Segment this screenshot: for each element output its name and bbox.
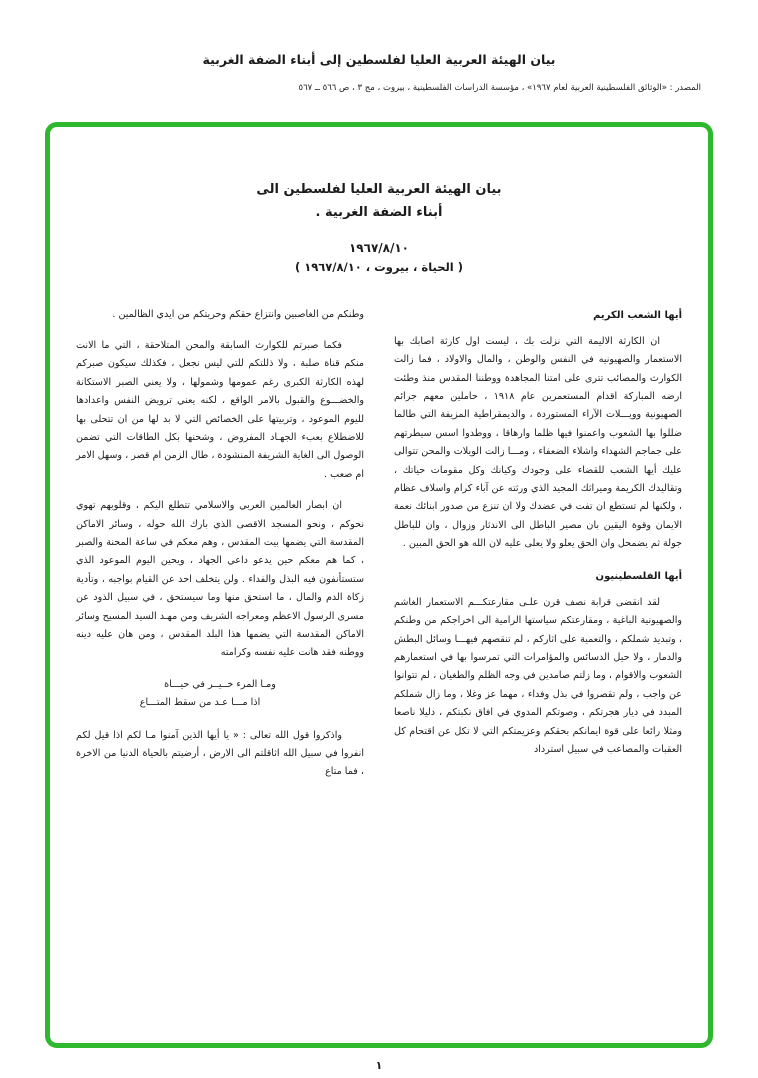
document-frame <box>45 122 713 1048</box>
document-title <box>50 179 708 225</box>
document-title-line1: بيان الهيئة العربية العليا لفلسطين الى <box>256 182 502 197</box>
paragraph: ان الكارثة الاليمة التي نزلت بك ، ليست اول كارثة اصابك بها الاستعمار والصهيونيه في النفس والوطن ، والمال والاولاد ، فما زالت الكوارث والمصائب تترى على امتنا المجاهدة ووطننا المقدس منذ وطئت ارضه المباركة اقدام المستعمرين عام ١٩١٨ ، حاملين معهم جرائم الصهيونية وويـــلات الآراء المستوردة ، والديمقراطية المزيفة التي طالما ضللوا بها الشعوب واعمنوا فيها ظلما وارهاقا ، ووطدوا اسس سيطرتهم على جماجم الشهداء واشلاء الضعفاء ، ومـــا زالت الويلات والمحن تتوالى عليك أيها الشعب للقضاء على وجودك وكيانك وكل مقومات حياتك ، وتقاليدك الكريمة وميراثك المجيد الذي ورثته عن آباء كرام واسلاف عظام ، ولكنها لم تستطع ان تفت في عضدك ولا ان تنزع من صدور ابنائك نعمة الايمان وقوة اليقين بان مصير الباطل الى الاندثار وزوال ، وان للباطل جولة ثم يضمحل وان الحق يعلو ولا يعلى عليه لان الله هو الحق المبين . <box>394 335 682 550</box>
paragraph: وطنكم من الغاصبين وانتزاع حقكم وحريتكم من ايدي الظالمين . <box>112 308 364 320</box>
page-header-title: بيان الهيئة العربية العليا لفلسطين إلى أبناء الضفة الغربية <box>202 52 556 67</box>
document-title-line2: أبناء الضفة الغربية . <box>315 204 443 220</box>
column-left <box>76 306 364 795</box>
verse <box>76 676 364 713</box>
paragraph: لقد انقضى قرابة نصف قرن علـى مقارعتكـــم الاستعمار الغاشم والصهيونية الباغية ، ومقارعتكم سياستها الرامية الى اخراجكم من وطنكم ، وتبديد شملكم ، والتعمية على اثاركم ، لم تنقصهم فيهـــا وسائل البطش والدمار ، ولا حيل الدسائس والمؤامرات التي تمرسوا بها في استعمارهم الشعوب والاقوام ، وما زلتم صامدين في وجه الظلم والطغيان ، لم تتوانوا عن واجب ، ولم تقصروا في بذل وفداء ، مهما عز وغلا ، وما زال شملكم المبدد في ديار هجرتكم ، وصوتكم المدوي في افاق نكبتكم ، دليلا ناصعا ومثلا رائعا على قوة ايمانكم بحقكم وعزيمتكم التي لا تكل عن اقتحام كل العقبات والمصاعب في سبيل استرداد <box>394 596 682 755</box>
source-line: المصدر : «الوثائق الفلسطينية العربية لعام ١٩٦٧» ، مؤسسة الدراسات الفلسطينية ، بيروت ، مج ٣ ، ص ٥٦٦ ــ ٥٦٧ <box>298 83 701 93</box>
document-date: ١٩٦٧/٨/١٠ <box>348 240 410 255</box>
paragraph: ان ابصار العالمين العربي والاسلامي تتطلع اليكم ، وقلوبهم تهوي نحوكم ، ونحو المسجد الاقصى الذي بارك الله حوله ، وسائر الاماكن المقدسة التي يضمها بيت المقدس ، وهم معكم في ساعة المحنة والصبر ، كما هم معكم حين يدعو داعي الجهاد ، ويحين اليوم الموعود الذي ستستأنفون فيه البذل والفداء . ولن يتخلف احد عن القيام بواجبه ، وتأدية زكاة الدم والمال ، ما استحق منها وما سيستحق ، في سبيل الذود عن مسرى الرسول الاعظم ومعراجه الشريف ومن مهـد السيد المسيح وسائر الاماكن المقدسة التي يضمها هذا البلد المقدس ، ومن هان عليه دينه ووطنه فقد هانت عليه نفسه وكرامته <box>76 500 364 659</box>
section-heading-people: أيها الشعب الكريم <box>593 309 682 321</box>
page-number: ١ <box>375 1059 383 1072</box>
section-heading-palestinians: أيها الفلسطينيون <box>595 570 682 582</box>
document-body <box>50 274 708 795</box>
paragraph: فكما صبرتم للكوارث السابقة والمحن المتلاحقة ، التي ما الانت منكم قناة صلبة ، ولا ذللتكم للتي ليس نجعل ، فكذلك سيكون صبركم لهذه الكارثة الكبرى رغم عمومها وشمولها ، ولا يعني الصبر الاستكانة والخضـــوع والقبول بالامر الواقع ، لكنه يعني ترويض النفس واعدادها لليوم الموعود ، وتربيتها على الخصائص التي لا بد لها من ان تتحلى بها للاضطلاع بعبء الجهـاد المفروض ، وشحنها بكل الطاقات التي تضمن الوصول الى الغاية الشريفة المنشودة ، طال الزمن ام قصر ، وسهل الامر ام صعب . <box>76 339 364 480</box>
document-citation: ( الحياة ، بيروت ، ١٩٦٧/٨/١٠ ) <box>294 259 464 274</box>
verse-line: ومـا المرء خــيــر في حيـــاة <box>164 678 276 690</box>
verse-line: اذا مـــا عـد من سقط المتـــاع <box>139 697 261 709</box>
paragraph: واذكروا قول الله تعالى : « يا أيها الذين آمنوا مـا لكم اذا قيل لكم انفروا في سبيل الله اثاقلتم الى الارض ، أرضيتم بالحياة الدنيا من الاخرة ، فما متاع <box>76 729 364 778</box>
column-right <box>394 306 682 795</box>
